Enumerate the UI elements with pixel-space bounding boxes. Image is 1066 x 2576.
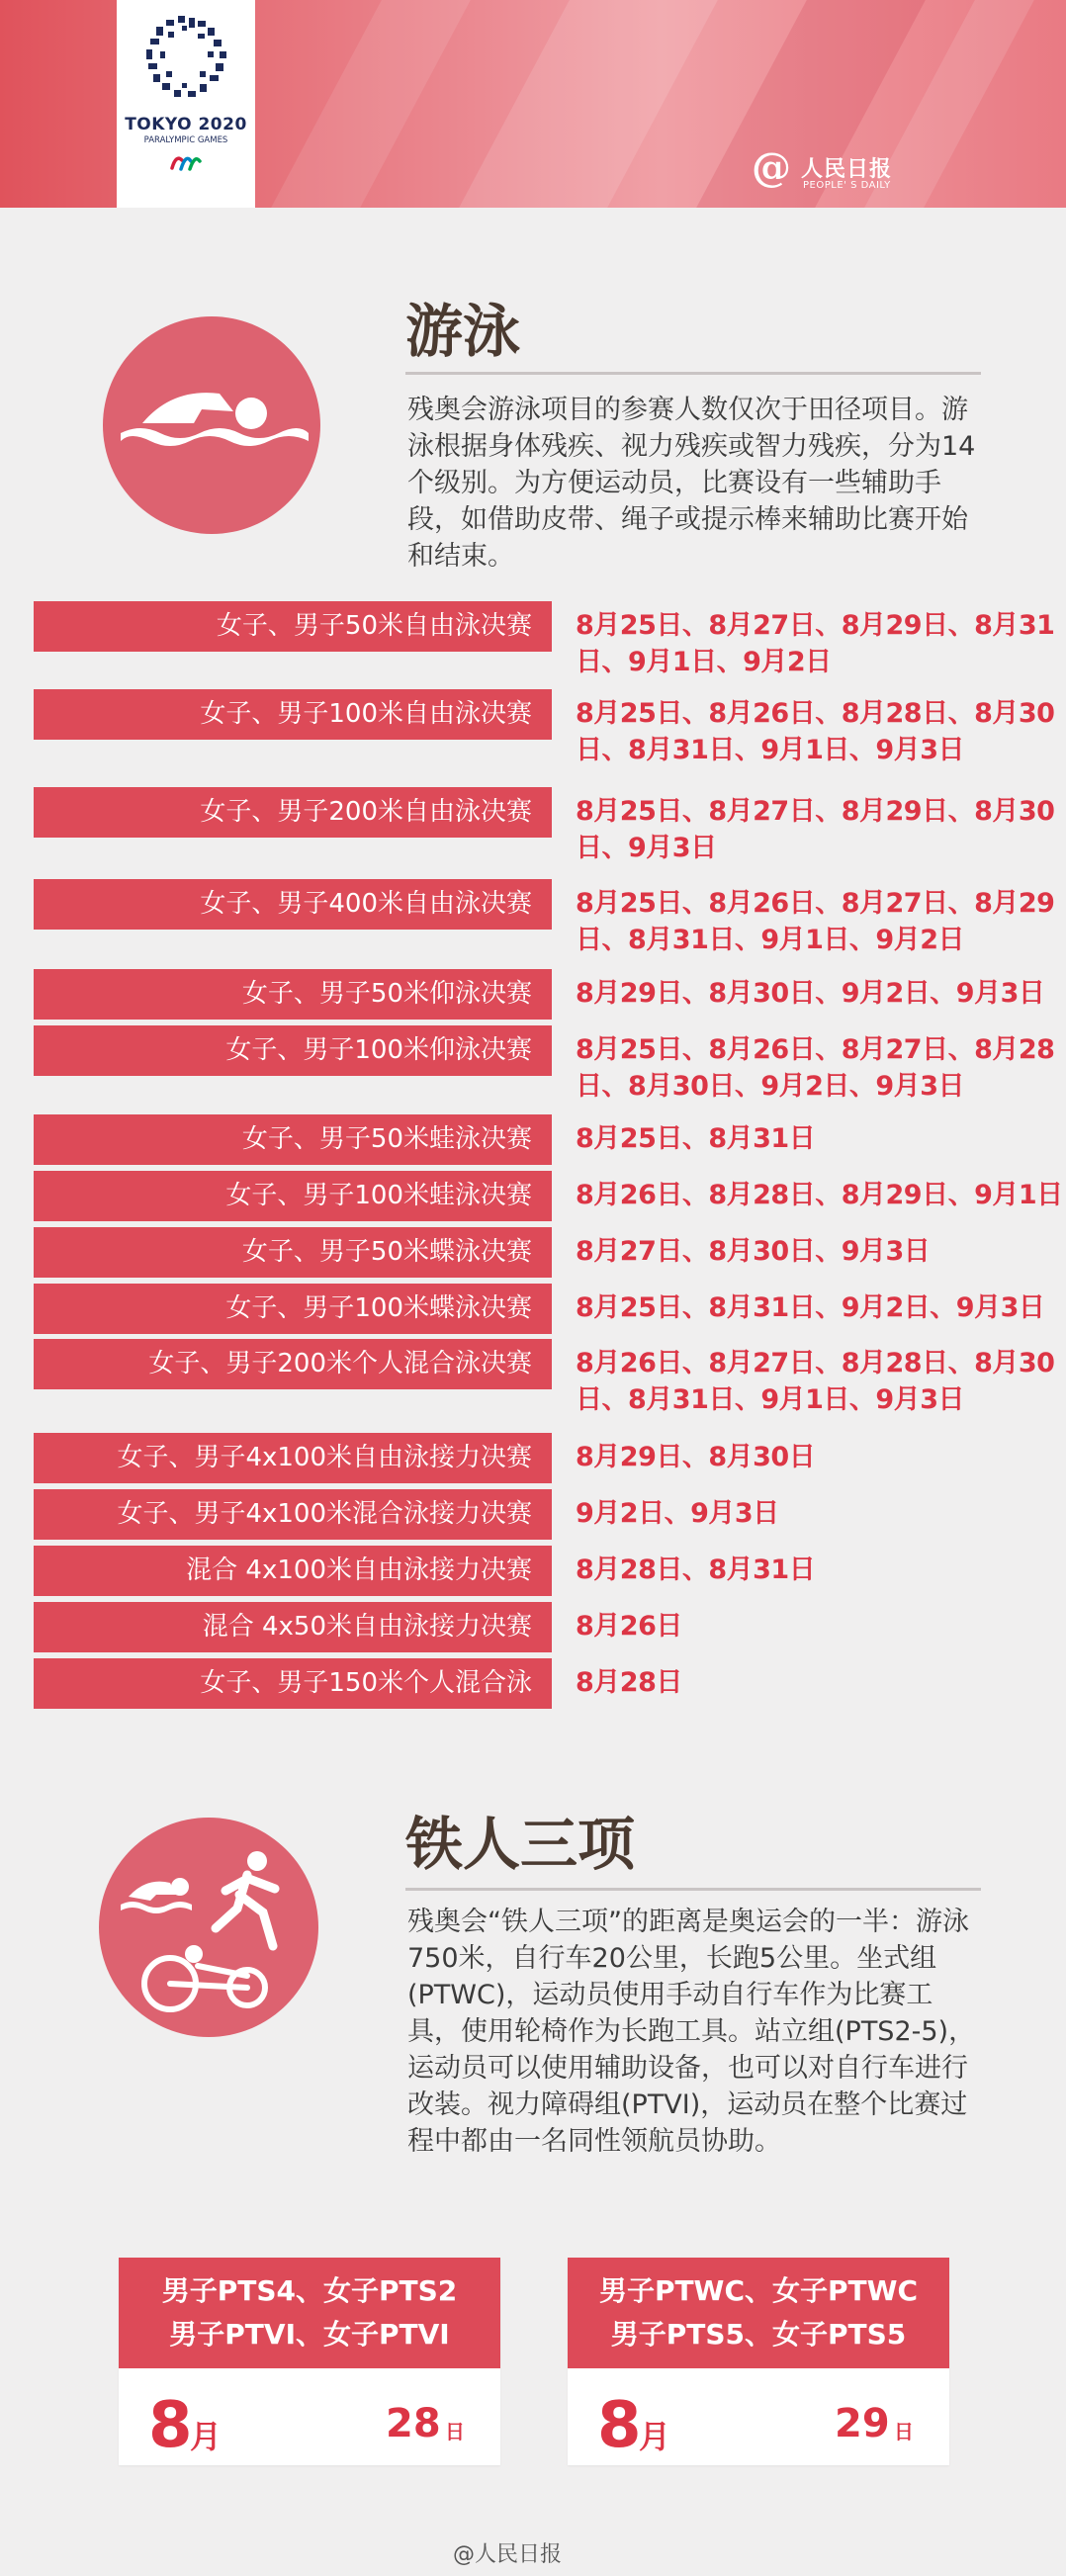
title-divider (405, 1888, 981, 1891)
brand-name: 人民日报 (801, 157, 893, 182)
event-dates: 8月25日、8月26日、8月28日、8月30日、8月31日、9月1日、9月3日 (576, 698, 1055, 765)
event-dates: 8月25日、8月27日、8月29日、8月30日、9月3日 (576, 796, 1055, 863)
event-name: 女子、男子100米蝶泳决赛 (34, 1284, 552, 1334)
card-month: 8 (597, 2389, 642, 2462)
event-name: 女子、男子4x100米自由泳接力决赛 (34, 1433, 552, 1483)
card-month-label: 月 (190, 2418, 222, 2455)
header-banner (0, 0, 1066, 208)
card-events-line2: 男子PTVI、女子PTVI (169, 2318, 450, 2351)
event-name: 混合 4x50米自由泳接力决赛 (34, 1602, 552, 1652)
card-events-line2: 男子PTS5、女子PTS5 (610, 2318, 907, 2351)
section-title-swimming: 游泳 (405, 298, 521, 365)
card-day-label: 日 (445, 2420, 465, 2443)
card-month: 8 (148, 2389, 193, 2462)
card-month-label: 月 (639, 2418, 671, 2455)
event-dates: 8月26日、8月27日、8月28日、8月30日、8月31日、9月1日、9月3日 (576, 1348, 1055, 1415)
event-dates: 8月25日、8月31日 (576, 1123, 816, 1154)
agitos-icon (168, 150, 204, 172)
event-dates: 8月26日、8月28日、8月29日、9月1日 (576, 1180, 1063, 1210)
event-name: 混合 4x100米自由泳接力决赛 (34, 1546, 552, 1596)
tokyo-2020-logo (117, 0, 255, 208)
event-name: 女子、男子100米蛙泳决赛 (34, 1171, 552, 1221)
triathlon-event-card (119, 2258, 500, 2465)
triathlon-icon-badge (99, 1818, 318, 2037)
triathlon-icon (99, 1818, 318, 2037)
logo-title: TOKYO 2020 (125, 115, 247, 134)
brand-english: PEOPLE' S DAILY (803, 180, 891, 191)
tokyo-2020-emblem-icon (138, 12, 233, 107)
event-dates: 8月25日、8月26日、8月27日、8月28日、8月30日、9月2日、9月3日 (576, 1034, 1055, 1102)
swimming-icon-badge (103, 316, 320, 534)
event-dates: 8月27日、8月30日、9月3日 (576, 1236, 931, 1267)
event-dates: 8月29日、8月30日 (576, 1442, 816, 1472)
event-name: 女子、男子200米个人混合泳决赛 (34, 1339, 552, 1389)
event-name: 女子、男子4x100米混合泳接力决赛 (34, 1489, 552, 1540)
event-name: 女子、男子50米仰泳决赛 (34, 969, 552, 1020)
section-title-triathlon: 铁人三项 (405, 1811, 636, 1878)
event-name: 女子、男子100米仰泳决赛 (34, 1025, 552, 1076)
banner-stripe (459, 0, 718, 208)
title-divider (405, 372, 981, 375)
card-events-line1: 男子PTS4、女子PTS2 (161, 2274, 458, 2307)
event-name: 女子、男子400米自由泳决赛 (34, 879, 552, 930)
card-header (119, 2258, 500, 2368)
card-day: 28 (386, 2401, 441, 2446)
event-dates: 8月25日、8月31日、9月2日、9月3日 (576, 1292, 1045, 1323)
swimmer-icon (103, 316, 320, 534)
card-day: 29 (835, 2401, 890, 2446)
event-name: 女子、男子200米自由泳决赛 (34, 787, 552, 838)
event-dates: 8月28日 (576, 1667, 682, 1698)
swimming-description: 残奥会游泳项目的参赛人数仅次于田径项目。游泳根据身体残疾、视力残疾或智力残疾，分为14个级别。为方便运动员，比赛设有一些辅助手段，如借助皮带、绳子或提示棒来辅助比赛开始和结束。 (407, 395, 976, 572)
peoples-daily-logo (752, 144, 969, 198)
event-name: 女子、男子150米个人混合泳 (34, 1658, 552, 1709)
card-day-label: 日 (894, 2420, 914, 2443)
triathlon-description: 残奥会“铁人三项”的距离是奥运会的一半：游泳750米，自行车20公里，长跑5公里。坐式组(PTWC)，运动员使用手动自行车作为比赛工具，使用轮椅作为长跑工具。站立组(PTS2-5)，运动员可以使用辅助设备，也可以对自行车进行改装。视力障碍组(PTVI)，运动员在整个比赛过程中都由一名同性领航员协助。 (407, 1907, 976, 2157)
event-name: 女子、男子50米蝶泳决赛 (34, 1227, 552, 1278)
event-dates: 8月25日、8月26日、8月27日、8月29日、8月31日、9月1日、9月2日 (576, 888, 1055, 955)
event-dates: 8月25日、8月27日、8月29日、8月31日、9月1日、9月2日 (576, 610, 1055, 677)
event-dates: 8月29日、8月30日、9月2日、9月3日 (576, 978, 1045, 1009)
logo-subtitle: PARALYMPIC GAMES (143, 135, 228, 145)
event-dates: 9月2日、9月3日 (576, 1498, 779, 1529)
banner-stripe (271, 0, 471, 208)
triathlon-event-card (568, 2258, 949, 2465)
event-name: 女子、男子50米自由泳决赛 (34, 601, 552, 652)
event-dates: 8月28日、8月31日 (576, 1554, 816, 1585)
card-header (568, 2258, 949, 2368)
at-icon: @ (752, 144, 791, 191)
footer-watermark: @人民日报 (453, 2542, 563, 2567)
event-dates: 8月26日 (576, 1611, 682, 1642)
event-name: 女子、男子50米蛙泳决赛 (34, 1114, 552, 1165)
event-name: 女子、男子100米自由泳决赛 (34, 689, 552, 740)
card-events-line1: 男子PTWC、女子PTWC (598, 2274, 919, 2307)
